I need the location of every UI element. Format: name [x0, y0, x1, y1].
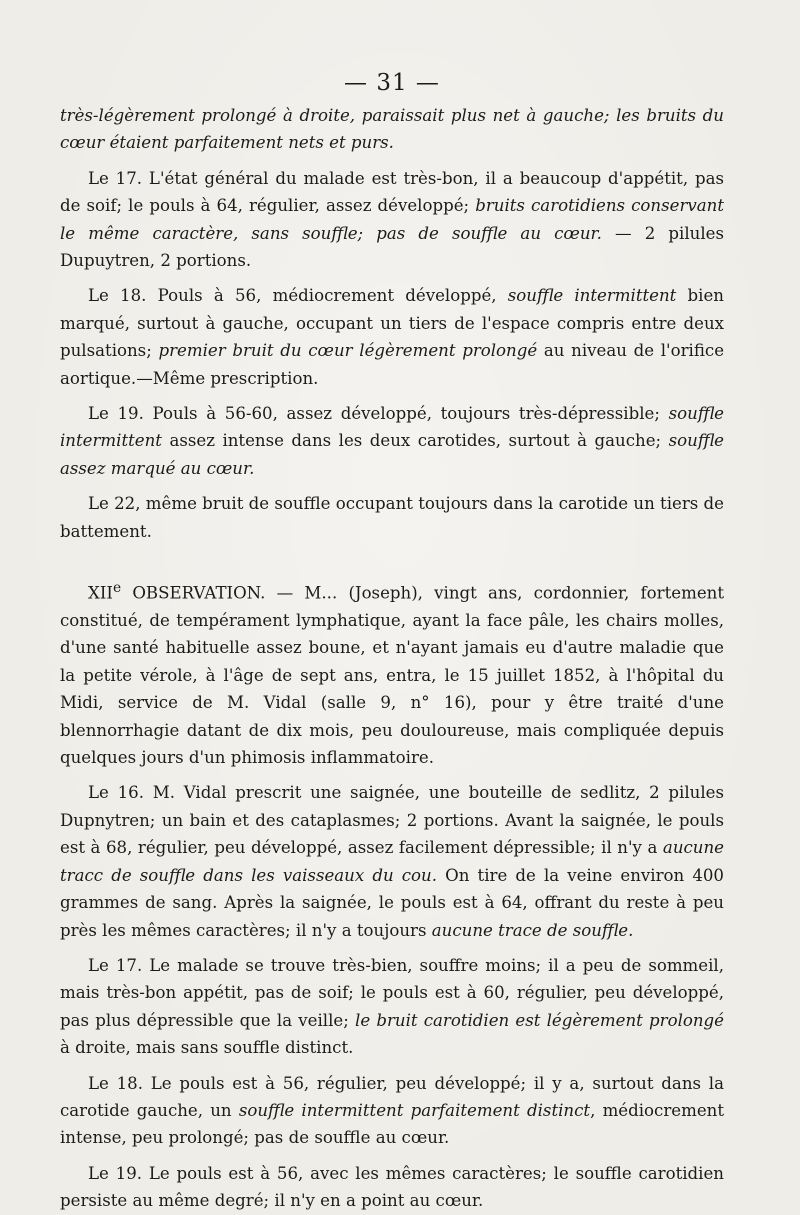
text-run: bien marqué, surtout à gauche, occupant un tiers de l'espace compris entre deux pulsations;: [60, 286, 724, 361]
body-text: [60, 102, 724, 1215]
italic-text-run: très-légèrement prolongé à droite, paraissait plus net à gauche; les bruits du cœur étaient parfaitement nets et purs.: [60, 106, 724, 153]
text-run: assez intense dans les deux carotides, surtout à gauche;: [161, 431, 669, 451]
paragraph-day-16: [60, 779, 724, 943]
italic-text-run: souffle assez marqué au cœur.: [60, 431, 724, 478]
text-run: Le 17. L'état général du malade est très-bon, il a beaucoup d'appétit, pas de soif; le pouls à 64, régulier, assez développé;: [60, 168, 724, 216]
paragraph-day-22: [60, 490, 724, 545]
text-run: Le 17. Le malade se trouve très-bien, souffre moins; il a peu de sommeil, mais très-bon appétit, pas de soif; le pouls est à 60, régulier, peu développé, pas plus dépressible que la veille;: [60, 955, 724, 1030]
superscript-text: e: [112, 580, 122, 597]
text-run: , médiocrement intense, peu prolongé; pas de souffle au cœur.: [60, 1100, 724, 1148]
italic-text-run: le bruit carotidien est légèrement prolongé: [355, 1010, 724, 1030]
paragraph-day-17-second: [60, 952, 724, 1062]
paragraph-day-18-second: [60, 1070, 724, 1152]
page-number: — 31 —: [344, 70, 440, 96]
italic-text-run: bruits carotidiens conservant le même caractère, sans souffle; pas de souffle au cœur.: [60, 196, 724, 243]
text-run: Le 16. M. Vidal prescrit une saignée, une bouteille de sedlitz, 2 pilules Dupnytren; un bain et des cataplasmes; 2 portions. Avant la saignée, le pouls est à 68, régulier, peu développé, assez facilement dépressible; il n'y a: [60, 783, 724, 858]
text-run: OBSERVATION. — M... (Joseph), vingt ans, cordonnier, fortement constitué, de tempérament lymphatique, ayant la face pâle, les chairs molles, d'une santé habituelle assez boune, et n'ayant jamais eu d'autre maladie que la petite vérole, à l'âge de sept ans, entra, le 15 juillet 1852, à l'hôpital du Midi, service de M. Vidal (salle 9, n° 16), pour y être traité d'une blennorrhagie datant de dix mois, peu douloureuse, mais compliquée depuis quelques jours d'un phimosis inflammatoire.: [60, 583, 724, 768]
text-run: XII: [88, 583, 113, 603]
text-run: à droite, mais sans souffle distinct.: [60, 1038, 354, 1058]
text-run: Le 19. Pouls à 56-60, assez développé, toujours très-dépressible;: [88, 404, 669, 424]
italic-text-run: souffle intermittent: [60, 404, 724, 451]
italic-text-run: premier bruit du cœur légèrement prolongé: [158, 341, 538, 361]
paragraph-day-19-second: [60, 1160, 724, 1215]
italic-text-run: aucune tracc de souffle dans les vaisseaux du cou.: [60, 838, 724, 885]
text-run: On tire de la veine environ 400 grammes de sang. Après la saignée, le pouls est à 64, offrant du reste à peu près les mêmes caractères; il n'y a toujours: [60, 865, 724, 940]
text-run: Le 18. Le pouls est à 56, régulier, peu développé; il y a, surtout dans la carotide gauche, un: [60, 1073, 724, 1120]
text-run: Le 18. Pouls à 56, médiocrement développé,: [88, 286, 508, 306]
text-run: au niveau de l'orifice aortique.—Même prescription.: [60, 341, 725, 388]
paragraph-day-19-first: [60, 400, 724, 482]
italic-text-run: aucune trace de souffle.: [431, 920, 634, 940]
text-run: — 2 pilules Dupuytren, 2 portions.: [60, 223, 724, 271]
italic-text-run: souffle intermittent parfaitement distinct: [238, 1100, 591, 1120]
text-run: Le 19. Le pouls est à 56, avec les mêmes caractères; le souffle carotidien persiste au même degré; il n'y en a point au cœur.: [60, 1163, 724, 1211]
paragraph-day-18-first: [60, 282, 724, 392]
italic-text-run: souffle intermittent: [507, 286, 677, 306]
paragraph-observation-12: [60, 575, 724, 771]
paragraph-continuation: [60, 102, 724, 157]
paragraph-day-17-first: [60, 165, 724, 275]
text-run: Le 22, même bruit de souffle occupant toujours dans la carotide un tiers de battement.: [60, 494, 724, 541]
